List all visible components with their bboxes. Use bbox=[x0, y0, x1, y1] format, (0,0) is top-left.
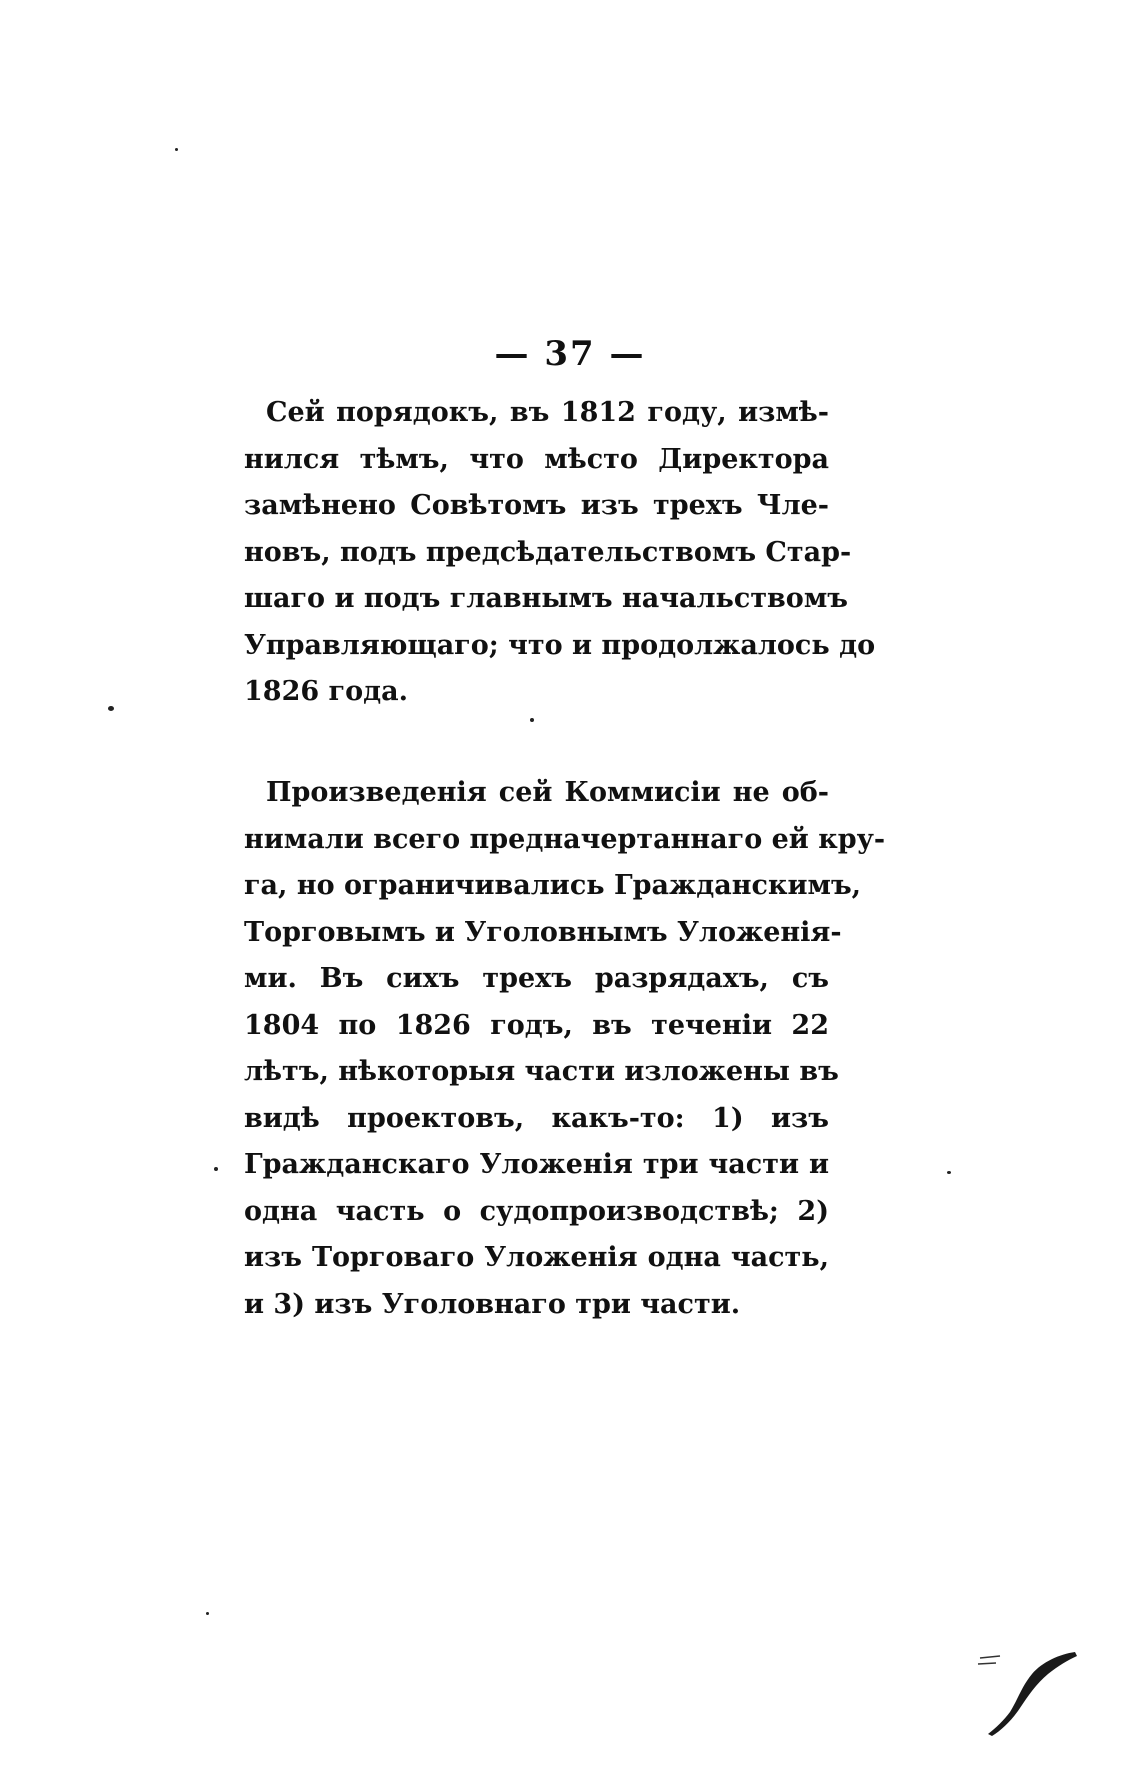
scan-speck bbox=[175, 148, 178, 151]
scan-speck bbox=[108, 706, 114, 711]
text-line: замѣнено Совѣтомъ изъ трехъ Чле- bbox=[244, 490, 829, 521]
scan-speck bbox=[947, 1171, 951, 1174]
text-line: новъ, подъ предсѣдательствомъ Стар- bbox=[244, 536, 852, 568]
paragraph-1 bbox=[244, 390, 876, 716]
scan-speck bbox=[214, 1167, 218, 1171]
text-line: Управляющаго; что и продолжалось до bbox=[244, 629, 876, 661]
scan-speck bbox=[206, 1612, 209, 1615]
text-line: лѣтъ, нѣкоторыя части изложены въ bbox=[244, 1056, 839, 1087]
text-line: 1826 года. bbox=[244, 676, 408, 707]
page-number: — 37 — bbox=[494, 334, 646, 374]
text-line: га, но ограничивались Гражданскимъ, bbox=[244, 870, 862, 901]
ink-blot-mark bbox=[970, 1644, 1080, 1739]
text-line: и 3) изъ Уголовнаго три части. bbox=[244, 1288, 741, 1320]
text-line: нимали всего предначертаннаго ей кру- bbox=[244, 823, 886, 855]
text-line: Торговымъ и Уголовнымъ Уложенія- bbox=[244, 916, 842, 948]
text-line: изъ Торговаго Уложенія одна часть, bbox=[244, 1242, 829, 1273]
paragraph-2 bbox=[244, 770, 886, 1328]
text-line: нился тѣмъ, что мѣсто Директора bbox=[244, 443, 829, 475]
text-line: 1804 по 1826 годъ, въ теченіи 22 bbox=[244, 1009, 829, 1041]
text-line: видѣ проектовъ, какъ-то: 1) изъ bbox=[244, 1102, 829, 1134]
text-line: ми. Въ сихъ трехъ разрядахъ, съ bbox=[244, 963, 829, 994]
text-line: Произведенія сей Коммисіи не об- bbox=[266, 777, 829, 808]
text-line: шаго и подъ главнымъ начальствомъ bbox=[244, 583, 848, 614]
text-line: Сей порядокъ, въ 1812 году, измѣ- bbox=[266, 397, 829, 428]
text-line: одна часть о судопроизводствѣ; 2) bbox=[244, 1195, 829, 1227]
scan-speck bbox=[530, 718, 534, 722]
text-line: Гражданскаго Уложенія три части и bbox=[244, 1149, 829, 1180]
